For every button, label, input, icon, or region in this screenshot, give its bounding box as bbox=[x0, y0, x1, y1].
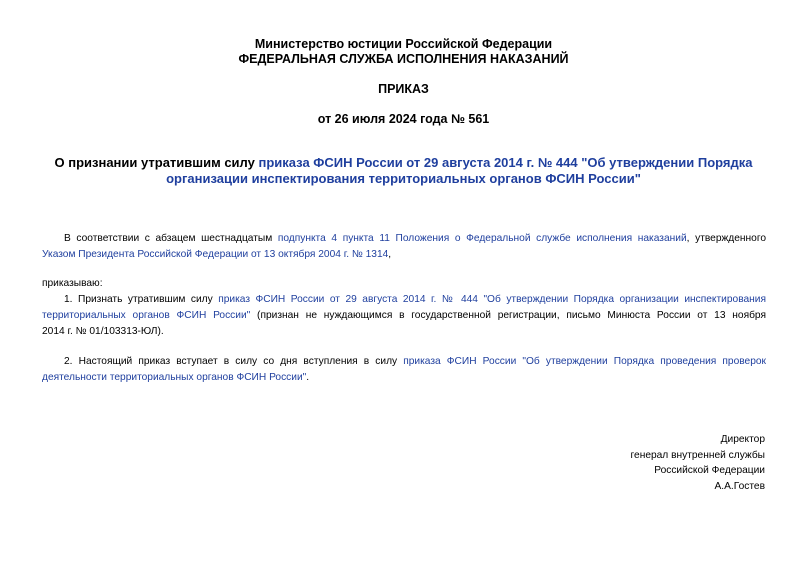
item-1-text-2: (признан не нуждающимся в государственной регистрации, письмо Минюста России от 13 ноября bbox=[250, 310, 766, 321]
order-word: приказываю: bbox=[42, 278, 103, 289]
preamble-line-1 bbox=[42, 231, 766, 247]
item-1-line-3: 2014 г. № 01/103313-ЮЛ). bbox=[42, 326, 164, 337]
inspection-order-link-part-2[interactable]: деятельности территориальных органов ФСИН России" bbox=[42, 372, 307, 383]
presidential-decree-link[interactable]: Указом Президента Российской Федерации от 13 октября 2004 г. № 1314 bbox=[42, 249, 389, 260]
preamble-line-2 bbox=[42, 247, 766, 263]
preamble-text-3: , bbox=[388, 249, 392, 260]
item-2-paragraph bbox=[42, 354, 766, 386]
regulation-link[interactable]: подпункта 4 пункта 11 Положения о Федеральной службе исполнения наказаний bbox=[277, 233, 687, 244]
document-type: ПРИКАЗ bbox=[378, 82, 429, 96]
service-heading: ФЕДЕРАЛЬНАЯ СЛУЖБА ИСПОЛНЕНИЯ НАКАЗАНИЙ bbox=[238, 52, 569, 66]
item-1-line-1 bbox=[42, 292, 766, 308]
title-line-1 bbox=[0, 155, 807, 171]
item-2-line-2 bbox=[42, 370, 766, 386]
preamble-paragraph bbox=[42, 231, 766, 263]
item-2-text-2: . bbox=[306, 372, 310, 383]
signer-country: Российской Федерации bbox=[654, 465, 765, 476]
ministry-heading: Министерство юстиции Российской Федерации bbox=[254, 37, 553, 51]
inspection-order-link-part-1[interactable]: приказа ФСИН России "Об утверждении Порядка проведения проверок bbox=[403, 356, 767, 367]
title-prefix: О признании утратившим силу bbox=[54, 155, 259, 170]
item-2-text-1: 2. Настоящий приказ вступает в силу со дня вступления в силу bbox=[64, 356, 404, 367]
document-title bbox=[0, 155, 807, 187]
item-1-text-1: 1. Признать утратившим силу bbox=[64, 294, 219, 305]
revoked-order-link-part-1[interactable]: приказ ФСИН России от 29 августа 2014 г. № 444 "Об утверждении Порядка организации инспектирования bbox=[218, 294, 766, 305]
signer-name: А.А.Гостев bbox=[714, 480, 765, 492]
title-link-part-2[interactable]: организации инспектирования территориальных органов ФСИН России" bbox=[166, 171, 641, 186]
signer-rank: генерал внутренней службы bbox=[630, 449, 765, 461]
item-2-line-1 bbox=[42, 354, 766, 370]
item-1-paragraph bbox=[42, 292, 766, 340]
title-line-2 bbox=[0, 171, 807, 187]
signature-block bbox=[515, 432, 765, 494]
preamble-text-1: В соответствии с абзацем шестнадцатым bbox=[64, 233, 278, 244]
title-link-part-1[interactable]: приказа ФСИН России от 29 августа 2014 г. № 444 "Об утверждении Порядка bbox=[258, 155, 753, 170]
revoked-order-link-part-2[interactable]: территориальных органов ФСИН России" bbox=[42, 310, 251, 321]
preamble-text-2: , утвержденного bbox=[686, 233, 766, 244]
item-1-line-2 bbox=[42, 308, 766, 324]
document-date-number: от 26 июля 2024 года № 561 bbox=[317, 112, 490, 126]
signer-position: Директор bbox=[720, 434, 765, 445]
